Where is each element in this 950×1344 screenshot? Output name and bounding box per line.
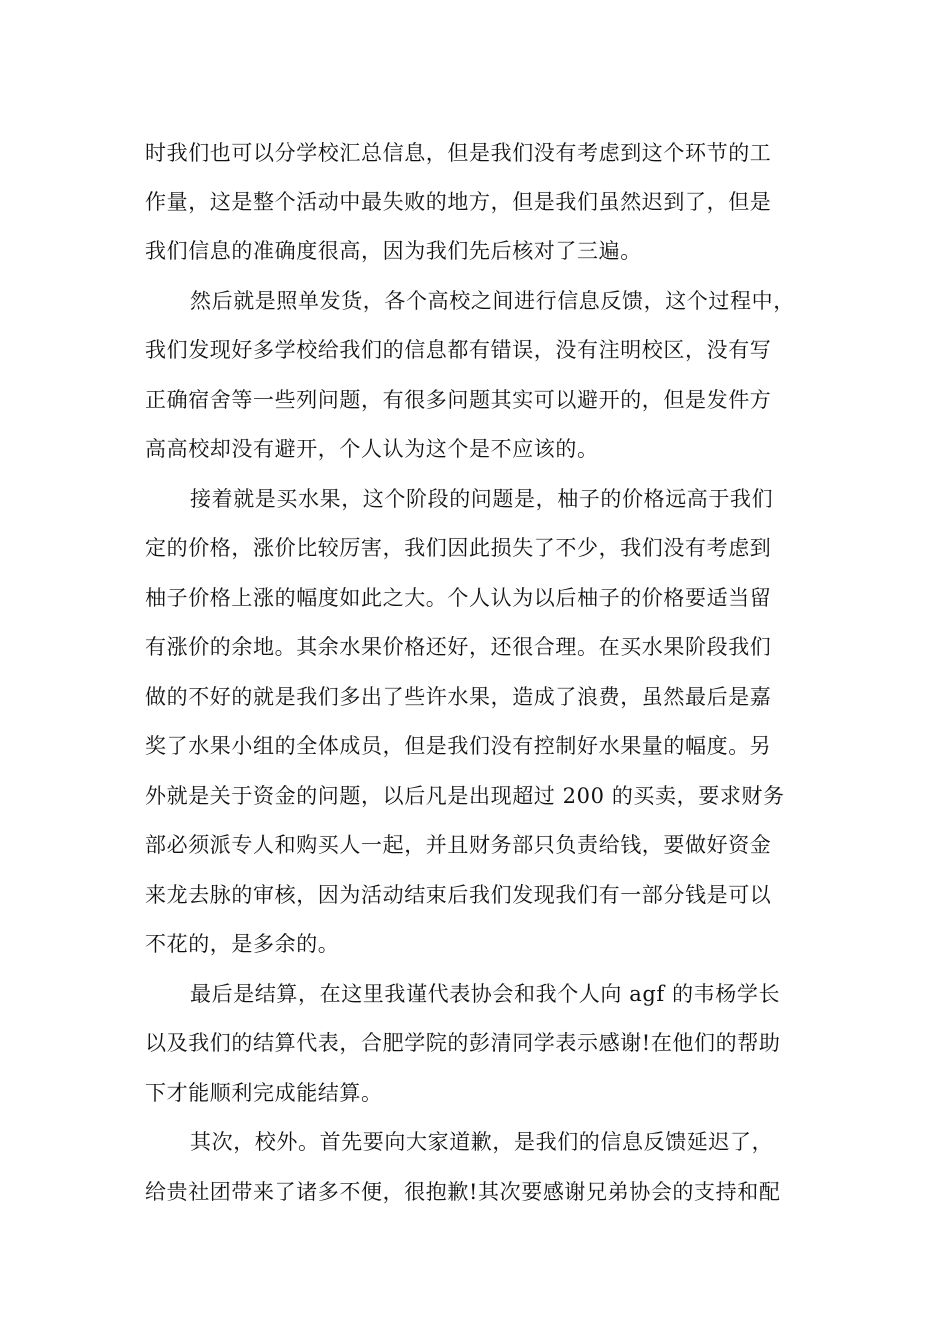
paragraph-first-line: 最后是结算，在这里我谨代表协会和我个人向 agf 的韦杨学长: [190, 982, 781, 1006]
text-line: 时我们也可以分学校汇总信息，但是我们没有考虑到这个环节的工: [145, 141, 772, 165]
text-line: 来龙去脉的审核，因为活动结束后我们发现我们有一部分钱是可以: [145, 883, 772, 907]
paragraph-first-line: 然后就是照单发货，各个高校之间进行信息反馈，这个过程中，: [190, 289, 795, 313]
text-line: 正确宿舍等一些列问题，有很多问题其实可以避开的，但是发件方: [145, 388, 772, 412]
text-line: 给贵社团带来了诸多不便，很抱歉!其次要感谢兄弟协会的支持和配: [145, 1180, 781, 1204]
text-line: 我们发现好多学校给我们的信息都有错误，没有注明校区，没有写: [145, 338, 772, 362]
text-line: 定的价格，涨价比较厉害，我们因此损失了不少，我们没有考虑到: [145, 536, 772, 560]
text-line: 奖了水果小组的全体成员，但是我们没有控制好水果量的幅度。另: [145, 734, 772, 758]
text-line: 以及我们的结算代表，合肥学院的彭清同学表示感谢!在他们的帮助: [145, 1031, 781, 1055]
text-line: 下才能顺利完成能结算。: [145, 1081, 383, 1105]
text-line: 外就是关于资金的问题，以后凡是出现超过 200 的买卖，要求财务: [145, 784, 785, 808]
text-line: 柚子价格上涨的幅度如此之大。个人认为以后柚子的价格要适当留: [145, 586, 772, 610]
paragraph-first-line: 其次，校外。首先要向大家道歉，是我们的信息反馈延迟了，: [190, 1130, 774, 1154]
text-line: 做的不好的就是我们多出了些许水果，造成了浪费，虽然最后是嘉: [145, 685, 772, 709]
text-line: 不花的，是多余的。: [145, 932, 340, 956]
paragraph-first-line: 接着就是买水果，这个阶段的问题是，柚子的价格远高于我们: [190, 487, 774, 511]
text-line: 高高校却没有避开，个人认为这个是不应该的。: [145, 437, 599, 461]
text-line: 我们信息的准确度很高，因为我们先后核对了三遍。: [145, 239, 642, 263]
text-line: 有涨价的余地。其余水果价格还好，还很合理。在买水果阶段我们: [145, 635, 772, 659]
text-line: 作量，这是整个活动中最失败的地方，但是我们虽然迟到了，但是: [145, 190, 772, 214]
text-line: 部必须派专人和购买人一起，并且财务部只负责给钱，要做好资金: [145, 833, 772, 857]
